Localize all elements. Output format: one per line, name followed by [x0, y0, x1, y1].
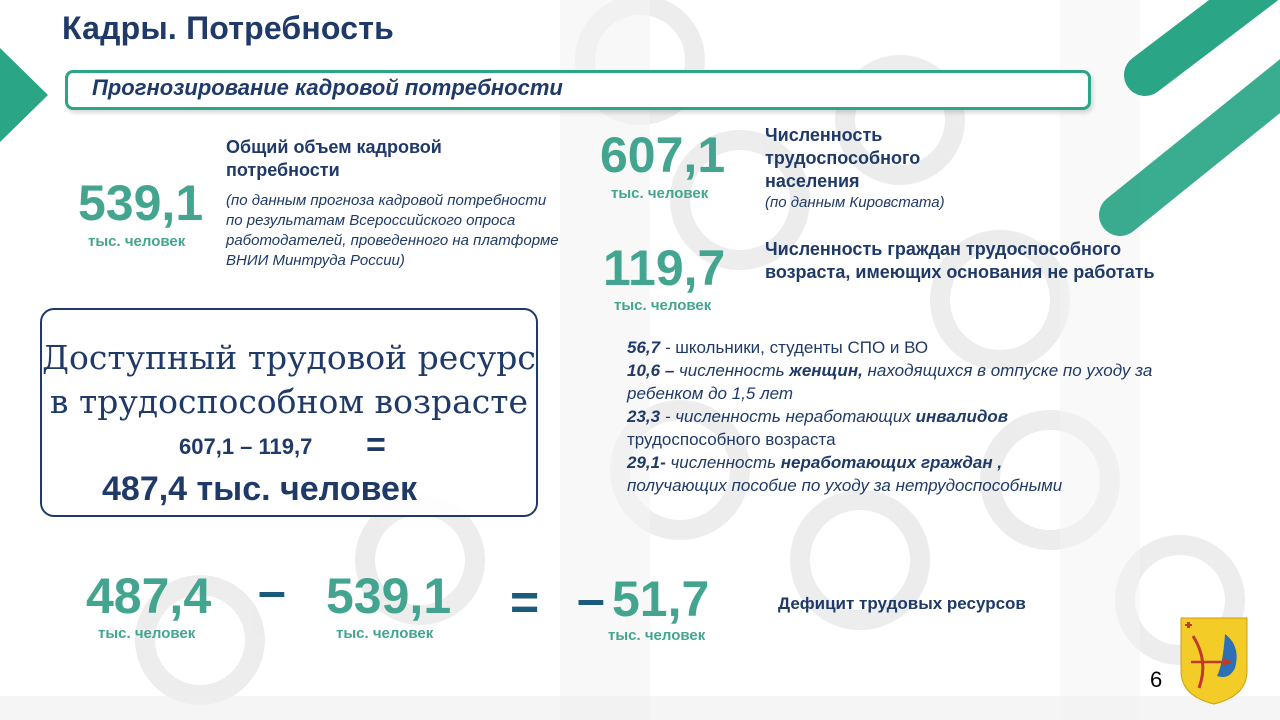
breakdown-sep: - — [660, 407, 676, 426]
working-age-note: (по данным Кировстата) — [765, 194, 945, 211]
breakdown-sep: – — [660, 361, 679, 380]
equation-equals: = — [510, 574, 540, 630]
breakdown-text: численность — [679, 361, 790, 380]
resource-equals: = — [366, 426, 386, 464]
breakdown-text: школьники, студенты СПО и ВО — [675, 338, 929, 357]
resource-formula: 607,1 – 119,7 — [179, 434, 313, 459]
working-age-value: 607,1 — [600, 127, 726, 183]
not-working-value: 119,7 — [603, 240, 726, 296]
breakdown-bold: неработающих граждан , — [780, 453, 1003, 472]
equation-result-sign: – — [577, 571, 605, 627]
breakdown-text: численность неработающих — [675, 407, 916, 426]
breakdown-list — [627, 336, 1187, 497]
breakdown-after: находящихся в отпуске по уходу за ребенком до 1,5 лет — [627, 361, 1153, 403]
resource-title-line1: Доступный трудовой ресурс — [42, 338, 536, 377]
breakdown-after: получающих пособие по уходу за нетрудоспособными — [627, 476, 1063, 495]
not-working-unit: тыс. человек — [614, 297, 712, 314]
list-item — [627, 451, 1187, 497]
breakdown-value: 10,6 — [627, 361, 661, 380]
breakdown-sep: - — [660, 453, 671, 472]
resource-title-line2: в трудоспособном возрасте — [49, 382, 529, 421]
footer-band — [0, 696, 1280, 720]
breakdown-value: 23,3 — [627, 407, 661, 426]
working-age-heading: Численность трудоспособного населения — [765, 125, 921, 191]
breakdown-after: трудоспособного возраста — [627, 430, 836, 449]
breakdown-value: 29,1 — [627, 453, 661, 472]
list-item — [627, 405, 1187, 451]
coat-of-arms-icon — [1179, 616, 1249, 706]
breakdown-value: 56,7 — [627, 338, 661, 357]
equation-result-unit: тыс. человек — [608, 627, 706, 644]
total-need-heading: Общий объем кадровой потребности — [226, 137, 442, 180]
equation-a-unit: тыс. человек — [98, 625, 196, 642]
working-age-unit: тыс. человек — [611, 185, 709, 202]
resource-total: 487,4 тыс. человек — [102, 470, 417, 508]
section-subtitle: Прогнозирование кадровой потребности — [92, 75, 563, 100]
equation-minus: – — [258, 563, 286, 619]
total-need-unit: тыс. человек — [88, 233, 186, 250]
total-need-note: (по данным прогноза кадровой потребности по результатам Всероссийского опроса работодателей, проведенного на платформе ВНИИ Минтруда России) — [226, 192, 559, 269]
total-need-value: 539,1 — [78, 175, 204, 231]
not-working-heading: Численность граждан трудоспособного возраста, имеющих основания не работать — [765, 239, 1155, 282]
list-item — [627, 359, 1187, 405]
equation-b-value: 539,1 — [326, 568, 452, 624]
list-item — [627, 336, 1187, 359]
breakdown-text: численность — [670, 453, 781, 472]
breakdown-sep: - — [660, 338, 676, 357]
equation-b-unit: тыс. человек — [336, 625, 434, 642]
equation-result-value: 51,7 — [612, 571, 710, 627]
breakdown-bold: инвалидов — [915, 407, 1009, 426]
breakdown-bold: женщин, — [789, 361, 863, 380]
deficit-label: Дефицит трудовых ресурсов — [778, 594, 1026, 613]
page-number: 6 — [1150, 667, 1163, 692]
page-title: Кадры. Потребность — [62, 10, 394, 46]
equation-a-value: 487,4 — [86, 568, 212, 624]
